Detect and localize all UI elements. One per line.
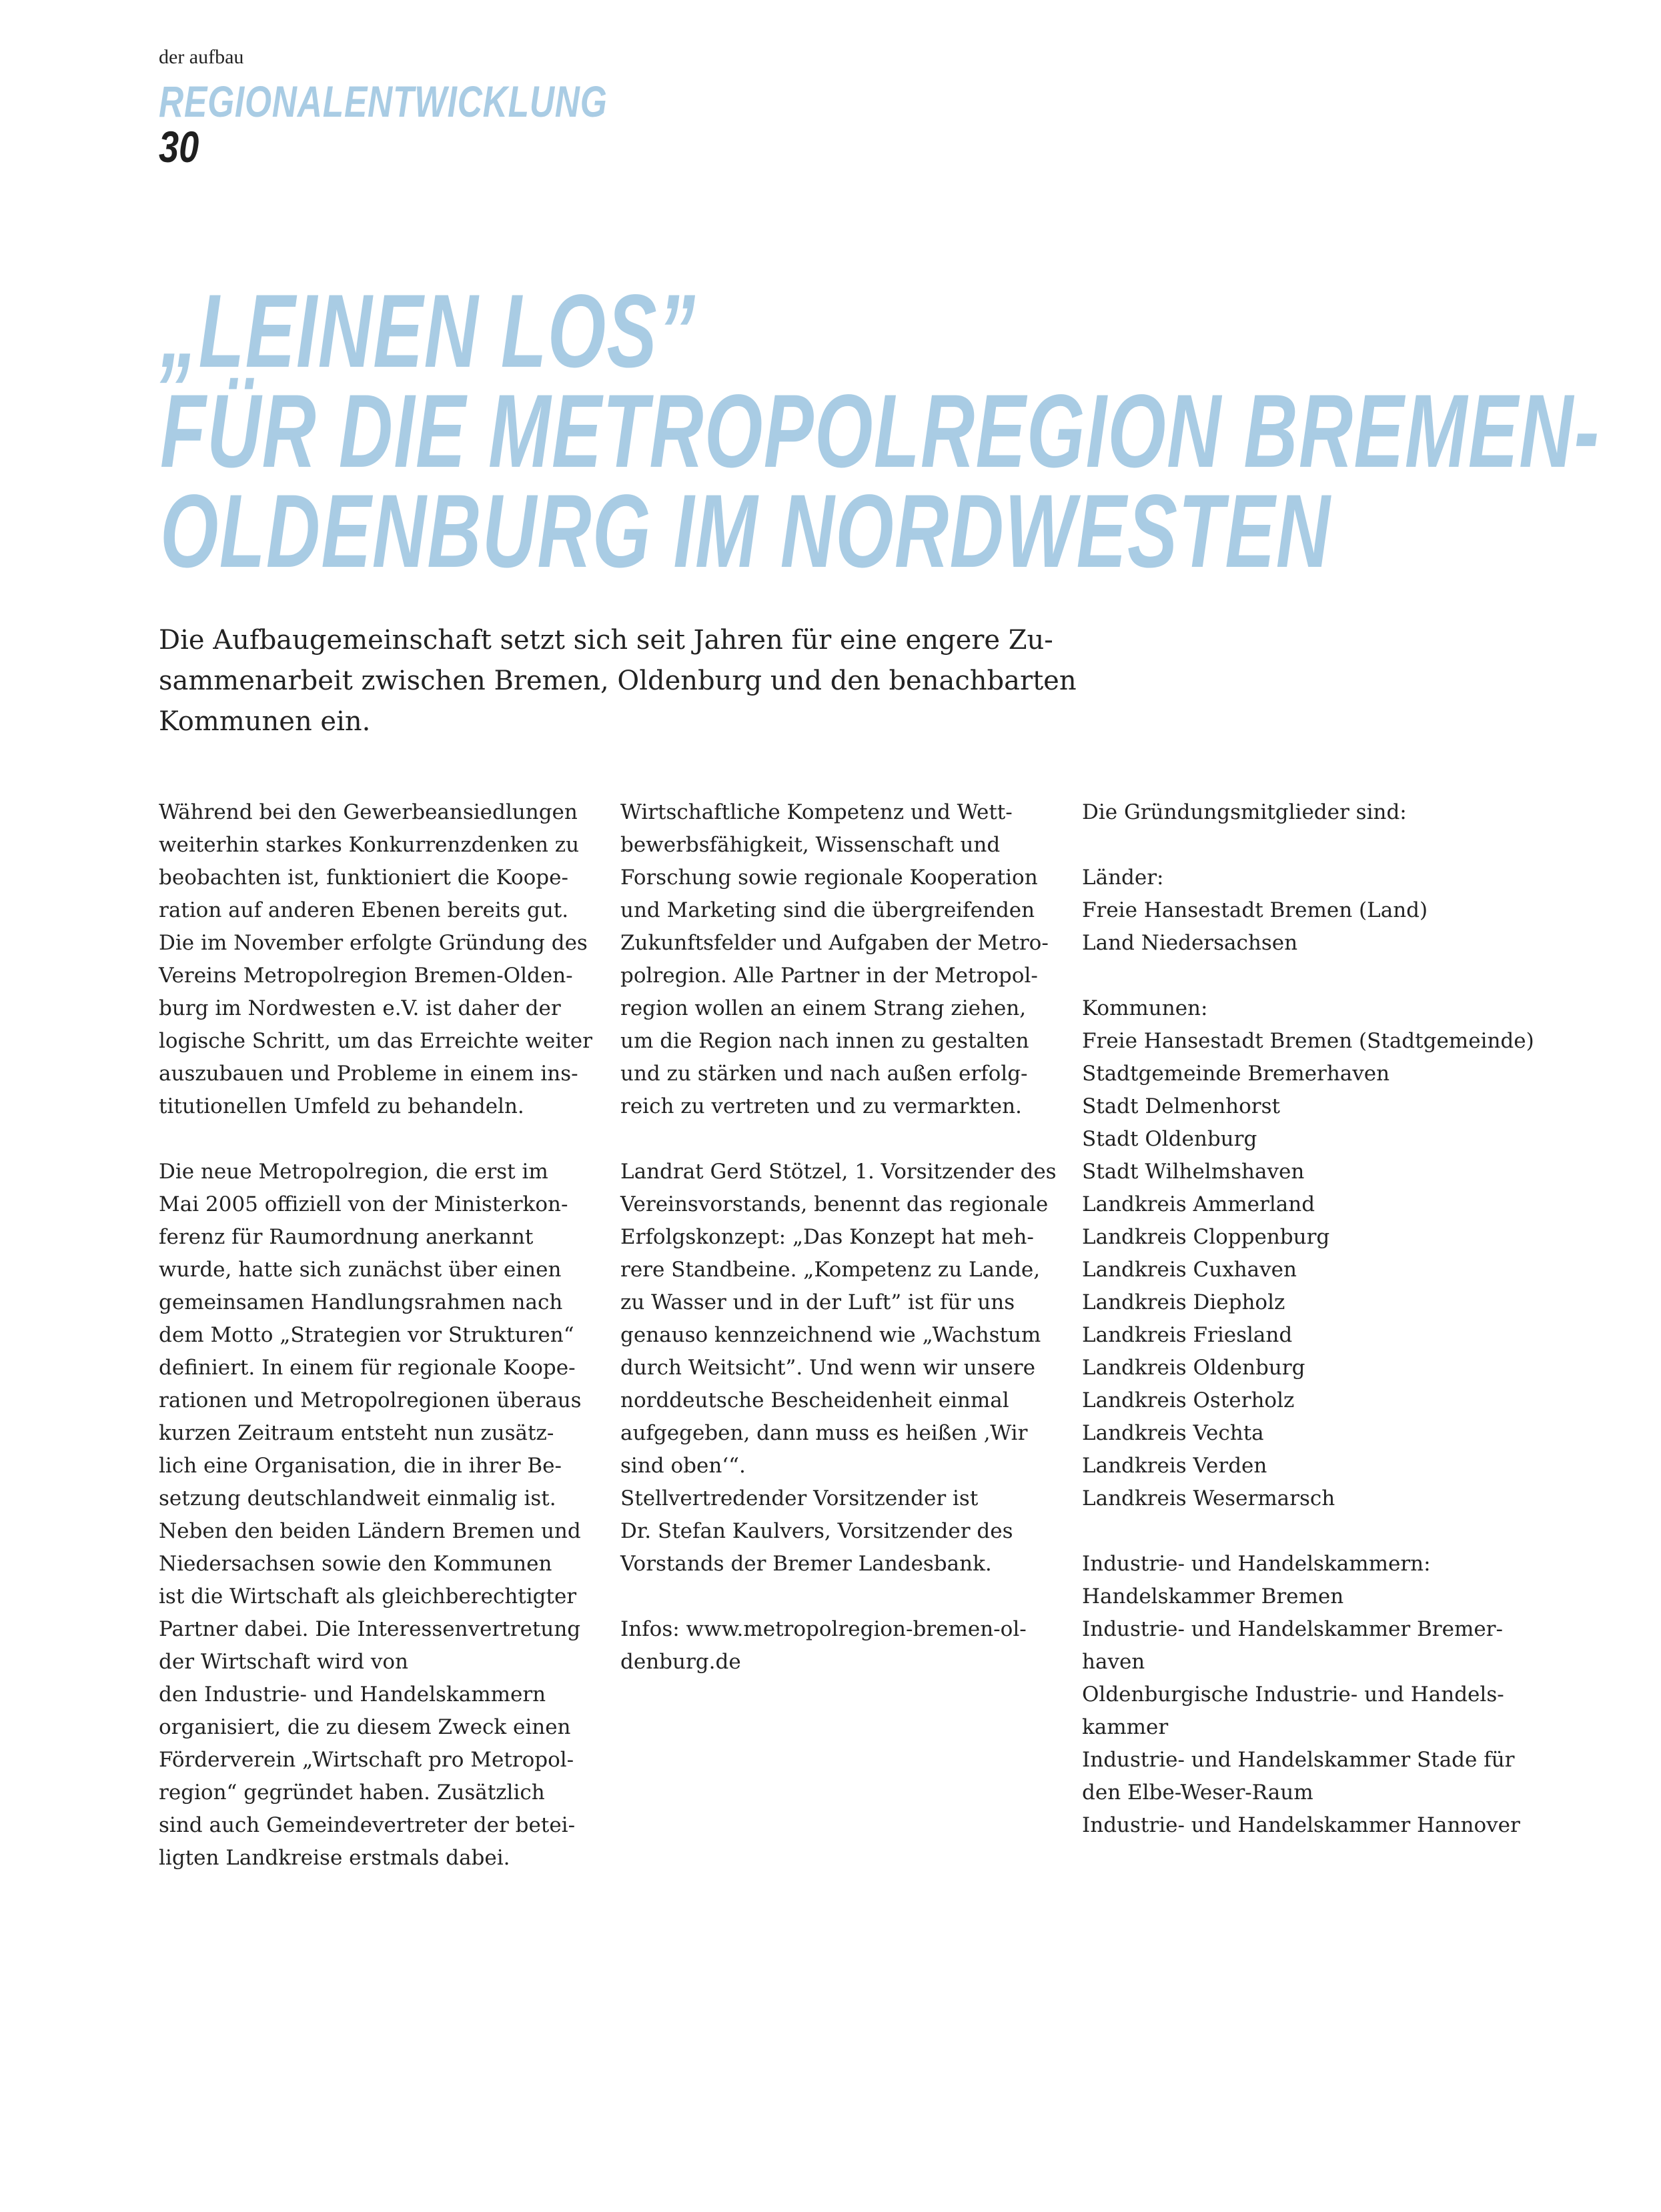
laender-list — [1082, 862, 1562, 960]
text-line: Während bei den Gewerbeansiedlungen — [159, 800, 578, 824]
text-column-1 — [159, 796, 592, 1875]
text-line: region“ gegründet haben. Zusätzlich — [159, 1781, 545, 1805]
column2-paragraph-3 — [620, 1613, 1047, 1679]
list-item: Landkreis Oldenburg — [1082, 1356, 1305, 1380]
text-line: Landrat Gerd Stötzel, 1. Vorsitzender des — [620, 1160, 1057, 1184]
list-item: Landkreis Wesermarsch — [1082, 1486, 1335, 1510]
lead-line: sammenarbeit zwischen Bremen, Oldenburg und den benachbarten — [159, 666, 1077, 696]
list-heading: Industrie- und Handelskammern: — [1082, 1552, 1431, 1576]
headline-line: FÜR DIE METROPOLREGION BREMEN- — [160, 373, 1600, 489]
text-line: Erfolgskonzept: „Das Konzept hat meh- — [620, 1225, 1034, 1249]
text-line: den Industrie- und Handelskammern — [159, 1683, 546, 1707]
text-line: um die Region nach innen zu gestalten — [620, 1029, 1029, 1053]
text-line: burg im Nordwesten e.V. ist daher der — [159, 996, 561, 1020]
text-line: Partner dabei. Die Interessenvertretung — [159, 1617, 581, 1641]
list-item: Landkreis Vechta — [1082, 1421, 1264, 1445]
list-item: Oldenburgische Industrie- und Handels- — [1082, 1683, 1504, 1707]
headline — [160, 273, 1600, 590]
text-line: Forschung sowie regionale Kooperation — [620, 866, 1038, 890]
section-title: REGIONALENTWICKLUNG — [159, 77, 608, 126]
paragraph-gap — [620, 1123, 1047, 1156]
text-line: Zukunftsfelder und Aufgaben der Metro- — [620, 931, 1049, 955]
list-item: Landkreis Diepholz — [1082, 1290, 1285, 1314]
text-line: sind oben‘“. — [620, 1454, 746, 1478]
text-line: bewerbsfähigkeit, Wissenschaft und — [620, 833, 1001, 857]
text-line: polregion. Alle Partner in der Metropol- — [620, 964, 1038, 988]
column1-paragraph-1 — [159, 796, 592, 1123]
list-item: Landkreis Cuxhaven — [1082, 1258, 1297, 1282]
text-line: Neben den beiden Ländern Bremen und — [159, 1519, 581, 1543]
text-line: Die Gründungsmitglieder sind: — [1082, 800, 1407, 824]
paragraph-gap — [159, 1123, 586, 1156]
text-line: ferenz für Raumordnung anerkannt — [159, 1225, 534, 1249]
text-line: titutionellen Umfeld zu behandeln. — [159, 1094, 524, 1118]
list-item: Landkreis Verden — [1082, 1454, 1267, 1478]
kommunen-list — [1082, 992, 1562, 1515]
list-item: Landkreis Ammerland — [1082, 1192, 1315, 1216]
text-line: Wirtschaftliche Kompetenz und Wett- — [620, 800, 1013, 824]
kammern-list — [1082, 1548, 1562, 1842]
list-heading: Länder: — [1082, 866, 1164, 890]
text-line: sind auch Gemeindevertreter der betei- — [159, 1813, 576, 1837]
text-line: durch Weitsicht”. Und wenn wir unsere — [620, 1356, 1035, 1380]
text-line: der Wirtschaft wird von — [159, 1650, 408, 1674]
text-line: region wollen an einem Strang ziehen, — [620, 996, 1027, 1020]
text-column-2 — [620, 796, 1057, 1679]
publication-name: der aufbau — [159, 46, 244, 68]
text-line: Dr. Stefan Kaulvers, Vorsitzender des — [620, 1519, 1013, 1543]
paragraph-gap — [1082, 829, 1562, 862]
text-line: organisiert, die zu diesem Zweck einen — [159, 1715, 571, 1739]
text-line: ligten Landkreise erstmals dabei. — [159, 1846, 510, 1870]
text-line: dem Motto „Strategien vor Strukturen“ — [159, 1323, 574, 1347]
lead-line: Die Aufbaugemeinschaft setzt sich seit Jahren für eine engere Zu- — [159, 625, 1053, 656]
list-item: Landkreis Friesland — [1082, 1323, 1293, 1347]
list-item: Stadtgemeinde Bremerhaven — [1082, 1062, 1390, 1086]
text-line: reich zu vertreten und zu vermarkten. — [620, 1094, 1022, 1118]
text-line: gemeinsamen Handlungsrahmen nach — [159, 1290, 563, 1314]
text-line: und Marketing sind die übergreifenden — [620, 898, 1035, 922]
text-line: kurzen Zeitraum entsteht nun zusätz- — [159, 1421, 554, 1445]
text-line: setzung deutschlandweit einmalig ist. — [159, 1486, 556, 1510]
list-item: Stadt Oldenburg — [1082, 1127, 1257, 1151]
text-line: Vereins Metropolregion Bremen-Olden- — [159, 964, 573, 988]
page-number: 30 — [159, 122, 199, 171]
list-item: Landkreis Osterholz — [1082, 1388, 1295, 1412]
text-line: weiterhin starkes Konkurrenzdenken zu — [159, 833, 580, 857]
lead-paragraph — [159, 620, 1077, 742]
list-item: Land Niedersachsen — [1082, 931, 1298, 955]
text-column-3 — [1082, 796, 1562, 1842]
headline-line: „LEINEN LOS” — [160, 273, 696, 389]
list-item: Industrie- und Handelskammer Hannover — [1082, 1813, 1520, 1837]
text-line: Stellvertredender Vorsitzender ist — [620, 1486, 979, 1510]
text-line: Die neue Metropolregion, die erst im — [159, 1160, 548, 1184]
members-intro — [1082, 796, 1562, 829]
text-line: rere Standbeine. „Kompetenz zu Lande, — [620, 1258, 1041, 1282]
list-item: Industrie- und Handelskammer Bremer- — [1082, 1617, 1503, 1641]
paragraph-gap — [1082, 1515, 1562, 1548]
list-item: haven — [1082, 1650, 1145, 1674]
list-heading: Kommunen: — [1082, 996, 1208, 1020]
list-item: Landkreis Cloppenburg — [1082, 1225, 1330, 1249]
list-item: Freie Hansestadt Bremen (Stadtgemeinde) — [1082, 1029, 1534, 1053]
list-item: Stadt Delmenhorst — [1082, 1094, 1280, 1118]
text-line: wurde, hatte sich zunächst über einen — [159, 1258, 562, 1282]
list-item: kammer — [1082, 1715, 1169, 1739]
text-line: denburg.de — [620, 1650, 741, 1674]
text-line: beobachten ist, funktioniert die Koope- — [159, 866, 568, 890]
text-line: zu Wasser und in der Luft” ist für uns — [620, 1290, 1015, 1314]
paragraph-gap — [1082, 960, 1562, 992]
list-item: den Elbe-Weser-Raum — [1082, 1781, 1313, 1805]
list-item: Industrie- und Handelskammer Stade für — [1082, 1748, 1515, 1772]
column2-paragraph-2 — [620, 1156, 1057, 1580]
text-line: norddeutsche Bescheidenheit einmal — [620, 1388, 1009, 1412]
text-line: logische Schritt, um das Erreichte weiter — [159, 1029, 592, 1053]
list-item: Freie Hansestadt Bremen (Land) — [1082, 898, 1428, 922]
text-line: und zu stärken und nach außen erfolg- — [620, 1062, 1028, 1086]
text-line: Vereinsvorstands, benennt das regionale — [620, 1192, 1049, 1216]
list-item: Stadt Wilhelmshaven — [1082, 1160, 1305, 1184]
column2-paragraph-1 — [620, 796, 1047, 1123]
text-line: rationen und Metropolregionen überaus — [159, 1388, 582, 1412]
text-line: Die im November erfolgte Gründung des — [159, 931, 588, 955]
text-line: auszubauen und Probleme in einem ins- — [159, 1062, 578, 1086]
text-line: Vorstands der Bremer Landesbank. — [620, 1552, 992, 1576]
text-line: ration auf anderen Ebenen bereits gut. — [159, 898, 569, 922]
text-line: Infos: www.metropolregion-bremen-ol- — [620, 1617, 1027, 1641]
text-line: genauso kennzeichnend wie „Wachstum — [620, 1323, 1041, 1347]
text-line: aufgegeben, dann muss es heißen ‚Wir — [620, 1421, 1028, 1445]
text-line: lich eine Organisation, die in ihrer Be- — [159, 1454, 562, 1478]
lead-line: Kommunen ein. — [159, 706, 371, 737]
text-line: Niedersachsen sowie den Kommunen — [159, 1552, 552, 1576]
text-line: Mai 2005 offiziell von der Ministerkon- — [159, 1192, 568, 1216]
column1-paragraph-2 — [159, 1156, 586, 1875]
text-line: Förderverein „Wirtschaft pro Metropol- — [159, 1748, 574, 1772]
paragraph-gap — [620, 1580, 1047, 1613]
text-line: ist die Wirtschaft als gleichberechtigter — [159, 1584, 577, 1608]
headline-line: OLDENBURG IM NORDWESTEN — [160, 473, 1331, 590]
text-line: definiert. In einem für regionale Koope- — [159, 1356, 576, 1380]
list-item: Handelskammer Bremen — [1082, 1584, 1344, 1608]
